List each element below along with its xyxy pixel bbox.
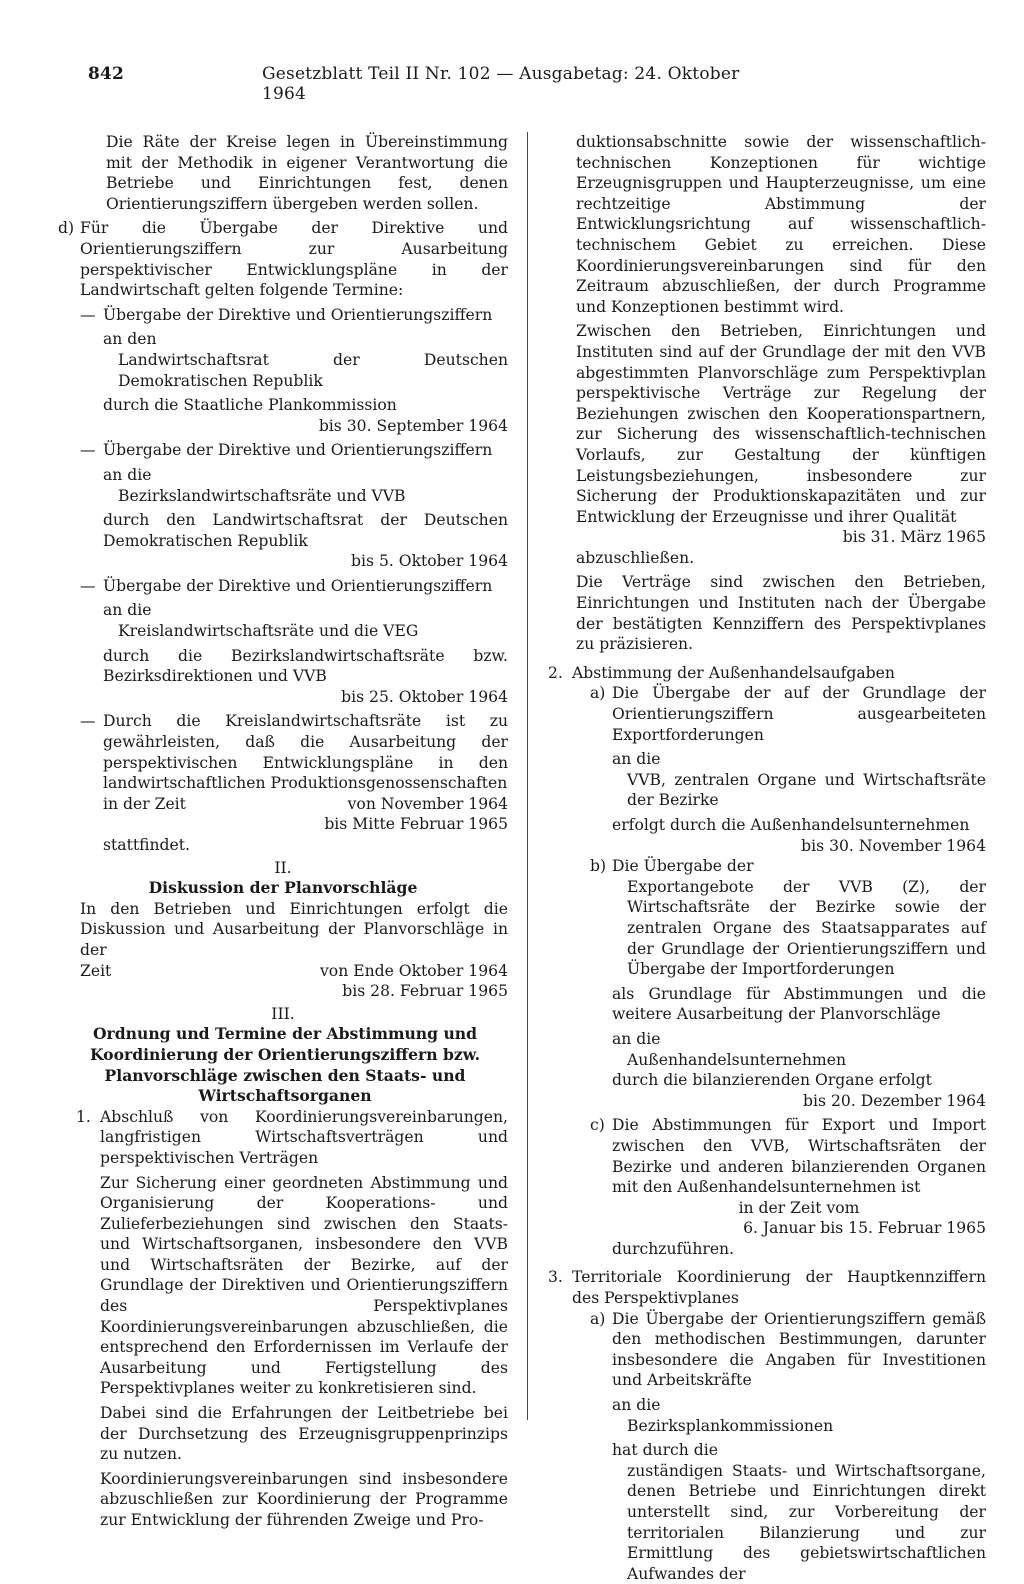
item-2b-purpose: als Grundlage für Abstimmungen und die weitere Ausarbeitung der Planvorschläge xyxy=(612,984,986,1024)
deadline-item-1-text: Übergabe der Direktive und Orientierungsziffern xyxy=(103,305,493,324)
item-2c-marker: c) xyxy=(590,1116,605,1135)
item-2b-date: bis 20. Dezember 1964 xyxy=(803,1091,986,1110)
item-2-title: Abstimmung der Außenhandelsaufgaben xyxy=(572,663,895,682)
item-3a-an: an die xyxy=(612,1396,661,1415)
deadline-item-2-by: durch den Landwirtschaftsrat der Deutschen Demokratischen Republik xyxy=(103,511,508,550)
item-d-marker: d) xyxy=(58,219,75,238)
section-ii-to: bis 28. Februar 1965 xyxy=(342,982,508,1001)
page-number: 842 xyxy=(88,64,125,84)
continuation-paragraph-2-end: abzuschließen. xyxy=(576,548,695,567)
deadline-item-1-by: durch die Staatliche Plankommission xyxy=(103,396,397,415)
item-2 xyxy=(548,663,986,1260)
item-3a-by: zuständigen Staats- und Wirtschaftsorgane, denen Betriebe und Einrichtungen direkt unterstellt sind, zur Vorbereitung der territorialen Bilanzierung und zur Ermittlung des gebietswirtschaftlichen Aufwandes der xyxy=(627,1461,986,1583)
deadline-item-4-end: stattfindet. xyxy=(103,836,190,854)
deadline-item-2-date: bis 5. Oktober 1964 xyxy=(351,552,508,571)
dash-marker: — xyxy=(80,441,96,460)
deadline-item-3-by: durch die Bezirkslandwirtschaftsräte bzw. Bezirksdirektionen und VVB xyxy=(103,646,508,686)
item-2a-marker: a) xyxy=(590,684,606,703)
item-d-text: Für die Übergabe der Direktive und Orientierungsziffern zur Ausarbeitung perspektivischer Entwicklungspläne in der Landwirtschaft gelten folgende Termine: xyxy=(80,219,508,300)
item-1-paragraph-3: Koordinierungsvereinbarungen sind insbesondere abzuschließen zur Koordinierung der Programme zur Entwicklung der führenden Zweige und Pro- xyxy=(100,1469,508,1529)
item-1-title: Abschluß von Koordinierungsvereinbarungen, langfristigen Wirtschaftsverträgen und perspektivischen Verträgen xyxy=(100,1107,508,1167)
section-ii-period xyxy=(58,961,508,982)
continuation-paragraph-2: Zwischen den Betrieben, Einrichtungen und Instituten sind auf der Grundlage der mit den VVB abgestimmten Planvorschläge zum Perspektivplan perspektivische Verträge zur Regelung der Beziehungen zwischen den Kooperationspartnern, zur Sicherung des wissenschaftlich-technischen Vorlaufs, zur Gestaltung der künftigen Leistungsbeziehungen, insbesondere zur Sicherung der Produktionskapazitäten und zur Entwicklung der Erzeugnisse und ihrer Qualität xyxy=(576,322,986,526)
item-1-paragraph-2: Dabei sind die Erfahrungen der Leitbetriebe bei der Durchsetzung des Erzeugnisgruppenprinzips zu nutzen. xyxy=(100,1404,508,1464)
deadline-item-1-recipient: Landwirtschaftsrat der Deutschen Demokratischen Republik xyxy=(118,350,508,390)
section-ii-zeit: Zeit xyxy=(80,961,112,980)
deadline-item-3 xyxy=(80,576,508,708)
item-2a-date: bis 30. November 1964 xyxy=(801,836,986,855)
item-2a-recipient: VVB, zentralen Organe und Wirtschaftsräte der Bezirke xyxy=(627,770,986,810)
deadline-item-2-text: Übergabe der Direktive und Orientierungsziffern xyxy=(103,441,493,460)
item-3a-marker: a) xyxy=(590,1309,606,1328)
deadline-item-4-period xyxy=(103,794,508,815)
section-ii-numeral: II. xyxy=(274,858,292,877)
item-2a-by: erfolgt durch die Außenhandelsunternehmen xyxy=(612,816,970,834)
right-column xyxy=(548,132,986,1584)
deadline-item-1-an: an den xyxy=(103,330,157,349)
section-ii-from: von Ende Oktober 1964 xyxy=(320,961,508,980)
item-3-marker: 3. xyxy=(548,1268,563,1287)
item-2b-by: durch die bilanzierenden Organe erfolgt xyxy=(612,1071,932,1090)
section-iii-numeral: III. xyxy=(271,1004,295,1023)
item-3a-hat: hat durch die xyxy=(612,1441,718,1460)
item-d xyxy=(58,218,508,855)
item-2c-end: durchzuführen. xyxy=(612,1239,735,1258)
dash-marker: — xyxy=(80,576,96,595)
item-2c-zeit: in der Zeit vom xyxy=(738,1198,860,1217)
item-2b-an: an die xyxy=(612,1029,661,1048)
deadline-item-1-date: bis 30. September 1964 xyxy=(318,416,508,435)
deadline-item-2-recipient: Bezirkslandwirtschaftsräte und VVB xyxy=(118,486,406,505)
deadline-item-2 xyxy=(80,440,508,572)
deadline-item-1 xyxy=(80,305,508,437)
item-3a-recipient: Bezirksplankommissionen xyxy=(627,1416,834,1435)
deadline-item-4-to: bis Mitte Februar 1965 xyxy=(324,815,508,834)
page-header xyxy=(88,64,784,104)
item-2b-object: Exportangebote der VVB (Z), der Wirtschaftsräte der Bezirke sowie der zentralen Organe des Staatsapparates auf der Grundlage der Orientierungsziffern und Übergabe der Importforderungen xyxy=(627,877,986,979)
deadline-item-4-text: Durch die Kreislandwirtschaftsräte ist zu gewährleisten, daß die Ausarbeitung der perspektivischen Entwicklungspläne in den landwirtschaftlichen Produktionsgenossenschaften xyxy=(103,712,508,793)
item-3a xyxy=(572,1309,986,1584)
deadline-item-4-zeit-label: in der Zeit xyxy=(103,794,186,813)
deadline-item-4-from: von November 1964 xyxy=(347,794,508,813)
section-ii-text: In den Betrieben und Einrichtungen erfolgt die Diskussion und Ausarbeitung der Planvorschläge in der xyxy=(80,899,508,959)
item-1 xyxy=(58,1107,508,1531)
item-2c-range: 6. Januar bis 15. Februar 1965 xyxy=(743,1219,986,1238)
deadline-item-2-an: an die xyxy=(103,465,152,484)
deadline-item-3-an: an die xyxy=(103,601,152,620)
item-3 xyxy=(548,1267,986,1584)
deadline-item-3-date: bis 25. Oktober 1964 xyxy=(341,687,508,706)
item-1-marker: 1. xyxy=(76,1107,91,1126)
item-1-paragraph-1: Zur Sicherung einer geordneten Abstimmung und Organisierung der Kooperations- und Zulieferbeziehungen sind zwischen den Staats- und Wirtschaftsorganen, insbesondere den VVB und Wirtschaftsräten der Bezirke, auf der Grundlage der Direktiven und Orientierungsziffern des Perspektivplanes Koordinierungsvereinbarungen abzuschließen, die entsprechend den Erfordernissen im Verlaufe der Ausarbeitung und Fertigstellung des Perspektivplanes weiter zu konkretisieren sind. xyxy=(100,1173,508,1398)
item-3a-text: Die Übergabe der Orientierungsziffern gemäß den methodischen Bestimmungen, darunter insbesondere die Angaben für Investitionen und Arbeitskräfte xyxy=(612,1309,986,1390)
deadline-item-4 xyxy=(80,711,508,855)
continuation-paragraph-3: Die Verträge sind zwischen den Betrieben, Einrichtungen und Instituten nach der Übergabe der bestätigten Kennziffern des Perspektivplanes zu präzisieren. xyxy=(576,573,986,654)
item-3-title: Territoriale Koordinierung der Hauptkennziffern des Perspektivplanes xyxy=(572,1268,986,1308)
continuation-paragraph-1: duktionsabschnitte sowie der wissenschaftlich-technischen Konzeptionen für wichtige Erzeugnisgruppen und Haupterzeugnisse, um eine rechtzeitige Abstimmung der Entwicklungsrichtung auf wissenschaftlich-technischem Gebiet zu erreichen. Diese Koordinierungsvereinbarungen sind für den Zeitraum abzuschließen, der durch Programme und Konzeptionen bestimmt wird. xyxy=(576,133,986,316)
item-2b xyxy=(572,856,986,1111)
item-2c xyxy=(572,1115,986,1259)
dash-marker: — xyxy=(80,712,96,731)
dash-marker: — xyxy=(80,305,96,324)
continuation-paragraph-2-date: bis 31. März 1965 xyxy=(842,528,986,547)
item-2c-text: Die Abstimmungen für Export und Import zwischen den VVB, Wirtschaftsräten der Bezirke und anderen bilanzierenden Organen mit den Außenhandelsunternehmen ist xyxy=(612,1116,986,1197)
item-2b-marker: b) xyxy=(590,857,607,876)
deadline-item-3-text: Übergabe der Direktive und Orientierungsziffern xyxy=(103,576,493,595)
item-2a-text: Die Übergabe der auf der Grundlage der Orientierungsziffern ausgearbeiteten Exportforderungen xyxy=(612,684,986,744)
item-2b-text: Die Übergabe der xyxy=(612,857,754,876)
section-ii-title: Diskussion der Planvorschläge xyxy=(148,878,418,898)
deadline-item-3-recipient: Kreislandwirtschaftsräte und die VEG xyxy=(118,622,419,641)
column-divider xyxy=(527,132,528,1420)
section-iii-title: Ordnung und Termine der Abstimmung und Koordinierung der Orientierungsziffern bzw. Planvorschläge zwischen den Staats- und Wirtschaftsorganen xyxy=(89,1024,481,1106)
item-2-marker: 2. xyxy=(548,663,563,682)
intro-paragraph: Die Räte der Kreise legen in Übereinstimmung mit der Methodik in eigener Verantwortung die Betriebe und Einrichtungen fest, denen Orientierungsziffern übergeben werden sollen. xyxy=(106,133,508,213)
gazette-title: Gesetzblatt Teil II Nr. 102 — Ausgabetag: 24. Oktober 1964 xyxy=(262,64,740,104)
left-column xyxy=(58,132,508,1531)
item-2b-recipient: Außenhandelsunternehmen xyxy=(627,1050,846,1069)
item-2a xyxy=(572,683,986,856)
item-2a-an: an die xyxy=(612,750,661,769)
